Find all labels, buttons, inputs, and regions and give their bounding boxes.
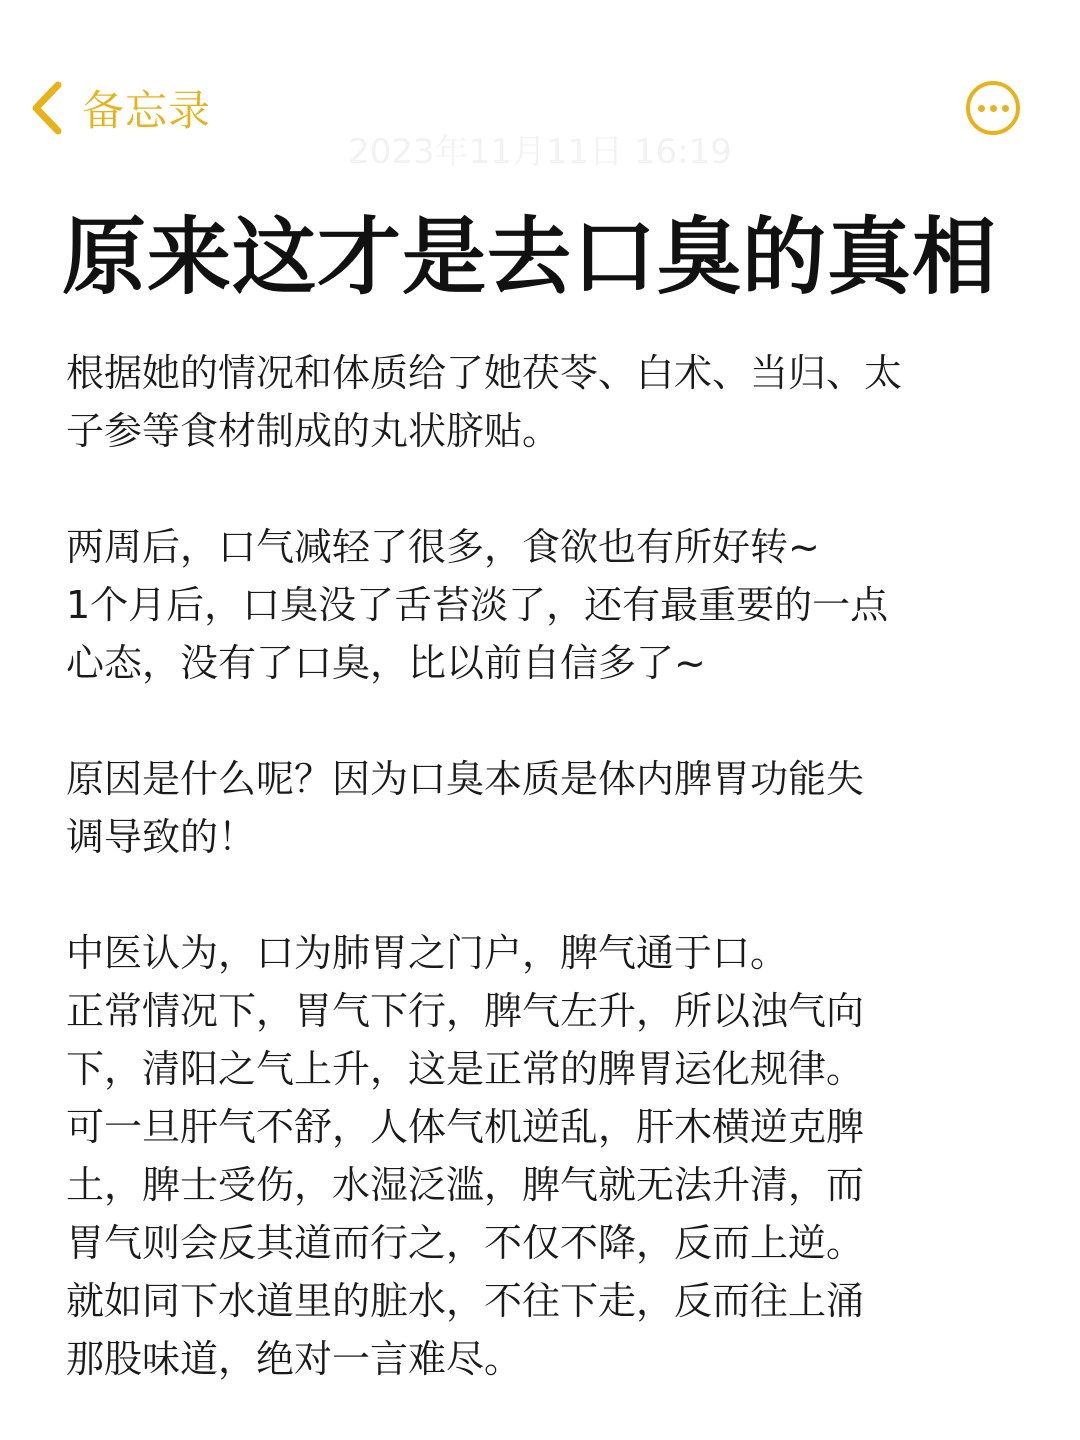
body-line: 原因是什么呢？因为口臭本质是体内脾胃功能失: [66, 757, 865, 801]
body-line: 可一旦肝气不舒，人体气机逆乱，肝木横逆克脾: [66, 1105, 865, 1149]
body-line: 子参等食材制成的丸状脐贴。: [66, 409, 561, 453]
body-line: 中医认为，口为肺胃之门户，脾气通于口。: [66, 931, 789, 975]
blank-line: [66, 692, 1026, 750]
body-line: 胃气则会反其道而行之，不仅不降，反而上逆。: [66, 1221, 865, 1265]
note-title: 原来这才是去口臭的真相: [62, 208, 998, 306]
body-line: 正常情况下，胃气下行，脾气左升，所以浊气向: [66, 989, 865, 1033]
body-line: 土，脾士受伤，水湿泛滥，脾气就无法升清，而: [66, 1163, 865, 1207]
back-label: 备忘录: [82, 86, 212, 135]
body-line: 1个月后，口臭没了舌苔淡了，还有最重要的一点: [66, 583, 889, 627]
blank-line: [66, 866, 1026, 924]
body-line: 两周后，口气减轻了很多，食欲也有所好转~: [66, 525, 820, 569]
body-line: 心态，没有了口臭，比以前自信多了~: [66, 641, 706, 685]
body-line: 根据她的情况和体质给了她茯苓、白术、当归、太: [66, 351, 903, 395]
note-body[interactable]: [66, 344, 1026, 1388]
ellipsis-circle-icon: [978, 105, 985, 112]
body-line: 下，清阳之气上升，这是正常的脾胃运化规律。: [66, 1047, 865, 1091]
note-timestamp: 2023年11月11日 16:19: [348, 132, 732, 172]
body-line: 就如同下水道里的脏水，不往下走，反而往上涌: [66, 1279, 865, 1323]
blank-line: [66, 460, 1026, 518]
body-line: 那股味道，绝对一言难尽。: [66, 1337, 523, 1381]
body-line: 调导致的！: [66, 815, 257, 859]
